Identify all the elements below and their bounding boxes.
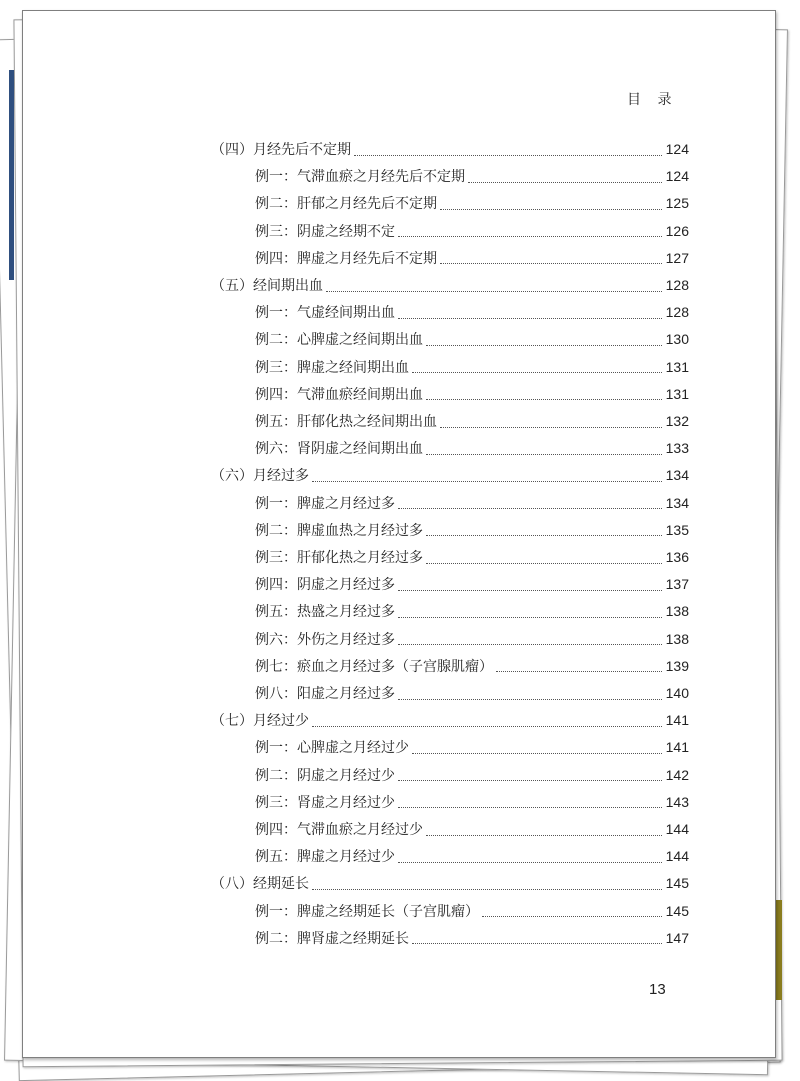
dot-leader bbox=[440, 209, 662, 210]
toc-page-number: 124 bbox=[665, 168, 689, 185]
toc-page-number: 128 bbox=[665, 277, 689, 293]
toc-entry-row bbox=[255, 493, 689, 519]
toc-page-number: 140 bbox=[665, 685, 689, 701]
toc-page-number: 138 bbox=[665, 603, 689, 620]
dot-leader bbox=[426, 345, 662, 346]
dot-leader bbox=[398, 508, 662, 509]
dot-leader bbox=[468, 182, 662, 183]
toc-entry-label: 例五：脾虚之月经过少 bbox=[255, 849, 395, 866]
toc-entry-label: 例三：肝郁化热之月经过多 bbox=[255, 550, 423, 566]
toc-page-number: 132 bbox=[665, 413, 689, 429]
toc-page-number: 134 bbox=[665, 494, 689, 511]
toc-page-number: 126 bbox=[665, 222, 689, 239]
toc-entry-row bbox=[255, 737, 689, 763]
toc-entry-row bbox=[255, 819, 689, 845]
toc-entry-row bbox=[255, 357, 689, 383]
dot-leader bbox=[326, 291, 662, 292]
toc-section-row bbox=[211, 139, 689, 165]
toc-page-number: 135 bbox=[665, 521, 689, 538]
page-number: 13 bbox=[649, 981, 666, 998]
toc-entry-label: 例四：气滞血瘀经间期出血 bbox=[255, 386, 423, 403]
toc-entry-row bbox=[255, 846, 689, 872]
toc-entry-row bbox=[255, 574, 689, 600]
toc-page-number: 127 bbox=[665, 249, 689, 266]
toc-page-number: 128 bbox=[665, 304, 689, 321]
dot-leader bbox=[398, 807, 662, 808]
toc-section-row bbox=[211, 275, 689, 301]
toc-entry-row bbox=[255, 765, 689, 791]
dot-leader bbox=[426, 535, 662, 536]
toc-entry-row bbox=[255, 547, 689, 573]
toc-section-title: （八）经期延长 bbox=[211, 876, 309, 893]
dot-leader bbox=[398, 780, 662, 781]
document-page bbox=[22, 10, 776, 1058]
toc-page-number: 124 bbox=[665, 141, 689, 157]
toc-entry-label: 例四：阴虚之月经过多 bbox=[255, 577, 395, 594]
toc-entry-label: 例六：肾阴虚之经间期出血 bbox=[255, 441, 423, 458]
toc-entry-label: 例一：气滞血瘀之月经先后不定期 bbox=[255, 169, 465, 186]
toc-entry-row bbox=[255, 656, 689, 682]
dot-leader bbox=[412, 943, 662, 944]
toc-page-number: 141 bbox=[665, 712, 689, 729]
toc-entry-label: 例二：脾肾虚之经期延长 bbox=[255, 930, 409, 947]
toc-page-number: 130 bbox=[665, 331, 689, 348]
toc-page-number: 144 bbox=[665, 821, 689, 837]
dot-leader bbox=[398, 862, 662, 863]
toc-entry-row bbox=[255, 520, 689, 546]
toc-section-row bbox=[211, 873, 689, 899]
dot-leader bbox=[412, 753, 662, 754]
dot-leader bbox=[312, 889, 662, 890]
toc-page-number: 134 bbox=[665, 467, 689, 484]
toc-entry-row bbox=[255, 901, 689, 927]
toc-entry-row bbox=[255, 683, 689, 709]
toc-page-number: 137 bbox=[665, 576, 689, 593]
toc-page-number: 145 bbox=[665, 875, 689, 892]
toc-entry-label: 例二：肝郁之月经先后不定期 bbox=[255, 196, 437, 213]
dot-leader bbox=[398, 699, 662, 700]
toc-entry-label: 例二：心脾虚之经间期出血 bbox=[255, 332, 423, 349]
toc-page-number: 131 bbox=[665, 358, 689, 375]
toc-entry-row bbox=[255, 411, 689, 437]
dot-leader bbox=[440, 427, 662, 428]
toc-entry-row bbox=[255, 302, 689, 328]
toc-page-number: 142 bbox=[665, 766, 689, 783]
dot-leader bbox=[398, 236, 662, 237]
toc-entry-label: 例二：脾虚血热之月经过多 bbox=[255, 522, 423, 539]
toc-section-title: （六）月经过多 bbox=[211, 468, 309, 485]
toc-page-number: 145 bbox=[665, 902, 689, 919]
toc-page-number: 136 bbox=[665, 549, 689, 565]
toc-entry-label: 例一：气虚经间期出血 bbox=[255, 305, 395, 322]
dot-leader bbox=[312, 726, 662, 727]
toc-entry-label: 例一：脾虚之月经过多 bbox=[255, 495, 395, 512]
running-head: 目 录 bbox=[627, 92, 678, 108]
toc-section-row bbox=[211, 465, 689, 491]
dot-leader bbox=[426, 835, 662, 836]
toc-page-number: 144 bbox=[665, 848, 689, 865]
toc-page-number: 138 bbox=[665, 630, 689, 647]
dot-leader bbox=[440, 263, 662, 264]
dot-leader bbox=[398, 644, 662, 645]
toc-page-number: 133 bbox=[665, 440, 689, 457]
toc-entry-row bbox=[255, 329, 689, 355]
toc-entry-label: 例四：脾虚之月经先后不定期 bbox=[255, 250, 437, 267]
toc-page-number: 141 bbox=[665, 739, 689, 756]
toc-page-number: 139 bbox=[665, 657, 689, 674]
dot-leader bbox=[398, 318, 662, 319]
dot-leader bbox=[482, 916, 662, 917]
toc-entry-label: 例三：肾虚之月经过少 bbox=[255, 794, 395, 811]
dot-leader bbox=[412, 372, 662, 373]
toc-entry-label: 例八：阳虚之月经过多 bbox=[255, 686, 395, 702]
dot-leader bbox=[426, 399, 662, 400]
toc-entry-label: 例三：脾虚之经间期出血 bbox=[255, 359, 409, 376]
toc-page-number: 125 bbox=[665, 195, 689, 212]
toc-entry-label: 例二：阴虚之月经过少 bbox=[255, 767, 395, 784]
toc-page-number: 143 bbox=[665, 793, 689, 810]
toc-entry-label: 例五：热盛之月经过多 bbox=[255, 604, 395, 621]
dot-leader bbox=[426, 563, 662, 564]
toc-entry-label: 例一：脾虚之经期延长（子宫肌瘤） bbox=[255, 903, 479, 920]
dot-leader bbox=[312, 481, 662, 482]
toc-entry-label: 例七：瘀血之月经过多（子宫腺肌瘤） bbox=[255, 658, 493, 675]
toc-entry-label: 例四：气滞血瘀之月经过少 bbox=[255, 822, 423, 838]
toc-entry-row bbox=[255, 221, 689, 247]
toc-entry-row bbox=[255, 166, 689, 192]
toc-section-title: （七）月经过少 bbox=[211, 713, 309, 730]
dot-leader bbox=[496, 671, 662, 672]
toc-entry-row bbox=[255, 629, 689, 655]
toc-entry-label: 例一：心脾虚之月经过少 bbox=[255, 740, 409, 757]
toc-entry-row bbox=[255, 601, 689, 627]
toc-page-number: 131 bbox=[665, 385, 689, 402]
cover-edge-accent bbox=[776, 900, 782, 1000]
dot-leader bbox=[398, 590, 662, 591]
toc-entry-row bbox=[255, 248, 689, 274]
toc-entry-label: 例五：肝郁化热之经间期出血 bbox=[255, 414, 437, 430]
toc-section-title: （四）月经先后不定期 bbox=[211, 142, 351, 158]
toc-section-row bbox=[211, 710, 689, 736]
toc-entry-row bbox=[255, 384, 689, 410]
toc-entry-row bbox=[255, 792, 689, 818]
toc-entry-row bbox=[255, 193, 689, 219]
toc-entry-row bbox=[255, 438, 689, 464]
toc-entry-row bbox=[255, 928, 689, 954]
toc-page-number: 147 bbox=[665, 929, 689, 946]
toc-entry-label: 例三：阴虚之经期不定 bbox=[255, 223, 395, 240]
cover-edge-accent bbox=[9, 70, 14, 280]
toc-entry-label: 例六：外伤之月经过多 bbox=[255, 631, 395, 648]
toc-section-title: （五）经间期出血 bbox=[211, 278, 323, 294]
dot-leader bbox=[398, 617, 662, 618]
dot-leader bbox=[354, 155, 662, 156]
dot-leader bbox=[426, 454, 662, 455]
